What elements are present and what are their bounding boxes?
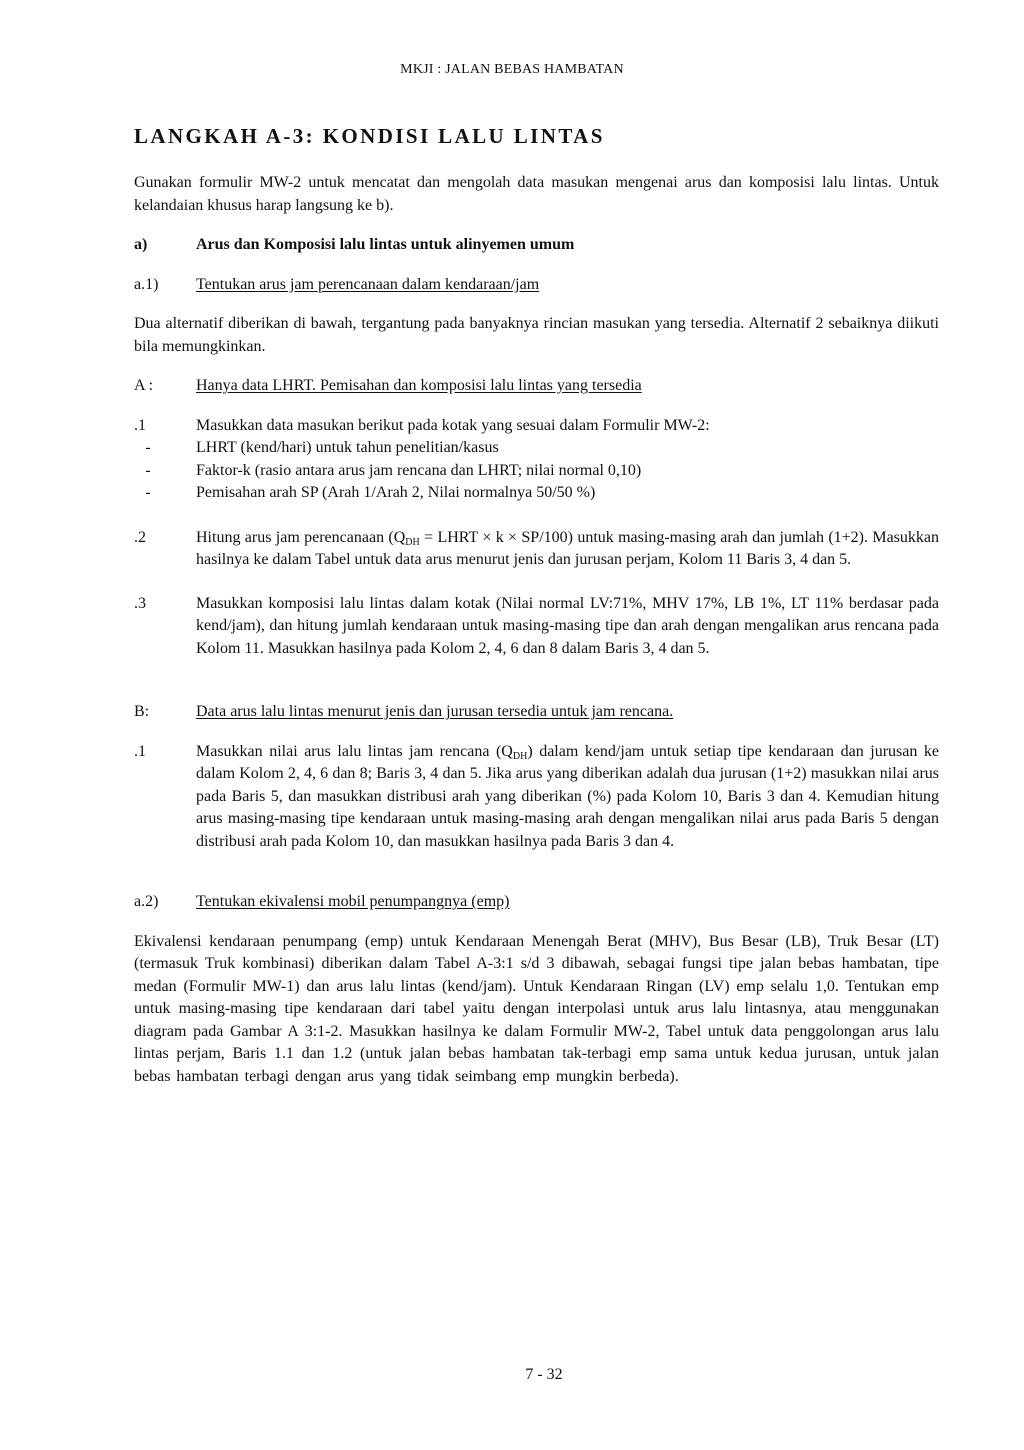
alt-a-step-2: [134, 527, 939, 572]
alt-b-step-1: [134, 741, 939, 854]
alt-a-heading: [134, 375, 939, 398]
section-a2-label: a.2): [134, 893, 159, 910]
bullet-text: Pemisahan arah SP (Arah 1/Arah 2, Nilai normalnya 50/50 %): [196, 484, 596, 501]
section-a1-label: a.1): [134, 275, 159, 293]
step-label: .1: [134, 416, 146, 434]
intro-paragraph: Gunakan formulir MW-2 untuk mencatat dan mengolah data masukan mengenai arus dan komposisi lalu lintas. Untuk kelandaian khusus harap langsung ke b).: [134, 174, 939, 214]
list-item: [134, 460, 939, 483]
formula-subscript: DH: [405, 536, 420, 548]
step-text: [196, 741, 939, 854]
flow-text-pre: Masukkan nilai arus lalu lintas jam rencana (Q: [196, 742, 513, 760]
alt-b-label: B:: [134, 703, 150, 720]
section-a2-heading: [134, 891, 939, 914]
step-label: .3: [134, 594, 146, 612]
alt-b-heading: [134, 701, 939, 724]
alt-a-title: Hanya data LHRT. Pemisahan dan komposisi lalu lintas yang tersedia: [196, 377, 642, 394]
section-a-label: a): [134, 236, 148, 253]
alt-a-step-1: [134, 415, 939, 438]
section-a1-heading: [134, 274, 939, 297]
bullet-mark: -: [145, 439, 151, 456]
bullet-text: LHRT (kend/hari) untuk tahun penelitian/kasus: [196, 439, 499, 456]
bullet-text: Faktor-k (rasio antara arus jam rencana dan LHRT; nilai normal 0,10): [196, 461, 642, 479]
alt-a-label: A :: [134, 377, 154, 394]
bullet-mark: -: [145, 484, 151, 501]
section-a2-title: Tentukan ekivalensi mobil penumpangnya (emp): [196, 893, 510, 910]
body-content: [134, 172, 939, 1088]
alt-a-step-3: [134, 593, 939, 661]
step-text: Masukkan data masukan berikut pada kotak yang sesuai dalam Formulir MW-2:: [196, 416, 710, 434]
page-title: LANGKAH A-3: KONDISI LALU LINTAS: [134, 124, 605, 148]
alt-b-title: Data arus lalu lintas menurut jenis dan jurusan tersedia untuk jam rencana.: [196, 703, 674, 720]
step-text: Masukkan komposisi lalu lintas dalam kotak (Nilai normal LV:71%, MHV 17%, LB 1%, LT 11% berdasar pada kend/jam), dan hitung jumlah kendaraan untuk masing-masing tipe dan arah dengan mengalikan arus rencana pada Kolom 11. Masukkan hasilnya pada Kolom 2, 4, 6 dan 8 dalam Baris 3, 4 dan 5.: [196, 594, 939, 657]
running-header: MKJI : JALAN BEBAS HAMBATAN: [400, 62, 624, 77]
step-label: .2: [134, 528, 146, 546]
list-item: [134, 482, 939, 505]
flow-text-post: ) dalam kend/jam untuk setiap tipe kendaraan dan jurusan ke dalam Kolom 2, 4, 6 dan 8; Baris 3, 4 dan 5. Jika arus yang diberikan adalah dua jurusan (1+2) masukkan nilai arus pada Baris 5, dan masukkan distribusi arah yang diberikan (%) pada Kolom 10, Baris 3 dan 4. Kemudian hitung arus masing-masing tipe kendaraan untuk masing-masing arah dengan mengalikan nilai arus pada Baris 5 dengan distribusi arah pada Kolom 10, dan masukkan hasilnya pada Baris 3 dan 4.: [196, 742, 940, 850]
alternatives-paragraph: Dua alternatif diberikan di bawah, tergantung pada banyaknya rincian masukan yang tersedia. Alternatif 2 sebaiknya diikuti bila memungkinkan.: [134, 315, 939, 355]
section-a-heading: [134, 234, 939, 257]
section-a-title: Arus dan Komposisi lalu lintas untuk alinyemen umum: [196, 236, 575, 253]
formula-pre: Hitung arus jam perencanaan (Q: [196, 528, 406, 546]
formula-post: = LHRT × k × SP/100) untuk masing-masing arah dan jumlah (1+2). Masukkan hasilnya ke dalam Tabel untuk data arus menurut jenis dan jurusan perjam, Kolom 11 Baris 3, 4 dan 5.: [196, 528, 939, 568]
list-item: [134, 437, 939, 460]
step-text: [196, 527, 939, 572]
flow-subscript: DH: [512, 750, 528, 762]
bullet-mark: -: [145, 461, 151, 479]
section-a1-title: Tentukan arus jam perencanaan dalam kendaraan/jam: [196, 275, 540, 293]
page-number: 7 - 32: [525, 1366, 563, 1383]
emp-paragraph: Ekivalensi kendaraan penumpang (emp) untuk Kendaraan Menengah Berat (MHV), Bus Besar (LB), Truk Besar (LT) (termasuk Truk kombinasi) diberikan dalam Tabel A-3:1 s/d 3 dibawah, sebagai fungsi tipe jalan bebas hambatan, tipe medan (Formulir MW-1) dan arus lalu lintas (kend/jam). Untuk Kendaraan Ringan (LV) emp selalu 1,0. Tentukan emp untuk masing-masing tipe kendaraan dari tabel yaitu dengan interpolasi untuk arus lalu lintasnya, atau menggunakan diagram pada Gambar A 3:1-2. Masukkan hasilnya ke dalam Formulir MW-2, Tabel untuk data penggolongan arus lalu lintas perjam, Baris 1.1 dan 1.2 (untuk jalan bebas hambatan tak-terbagi emp sama untuk kedua jurusan, untuk jalan bebas hambatan terbagi dengan arus yang tidak seimbang emp mungkin berbeda).: [134, 932, 939, 1085]
step-label: .1: [134, 742, 146, 760]
